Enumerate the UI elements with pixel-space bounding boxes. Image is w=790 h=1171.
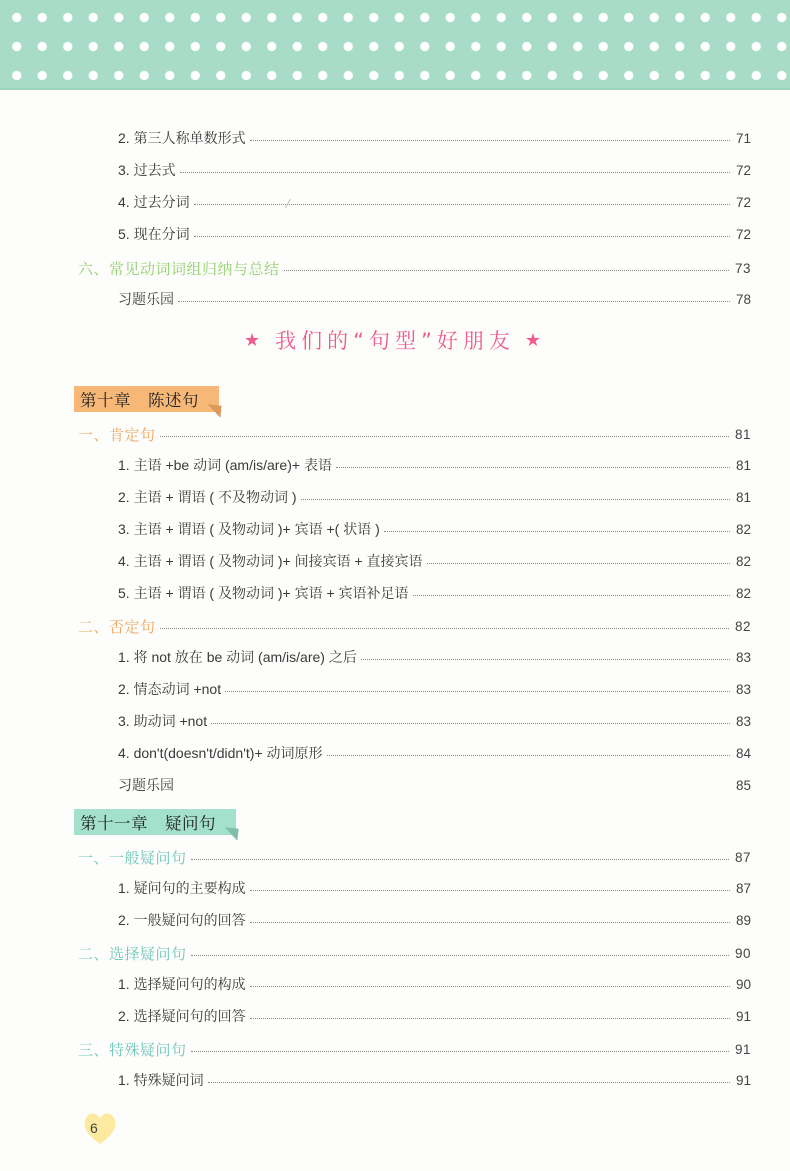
dot-leader — [250, 140, 730, 141]
chapter-tab-10[interactable] — [74, 386, 219, 412]
toc-entry[interactable] — [118, 1004, 751, 1028]
toc-entry[interactable] — [118, 1068, 751, 1092]
toc-section-label: 一、肯定句 — [78, 425, 156, 444]
dot-leader — [250, 890, 730, 891]
toc-entry-label: 3. 助动词 +not — [118, 713, 208, 729]
toc-entry[interactable] — [118, 677, 751, 701]
tab-fold-corner — [206, 404, 221, 417]
part-heading — [0, 322, 790, 358]
toc-section-page: 81 — [734, 426, 751, 442]
toc-entry-label: 2. 第三人称单数形式 — [118, 130, 246, 146]
toc-entry[interactable] — [118, 645, 751, 669]
toc-entry-page: 83 — [735, 681, 751, 697]
toc-entry-page: 82 — [735, 585, 751, 601]
toc-entry-page: 81 — [735, 457, 751, 473]
toc-entry[interactable] — [118, 190, 751, 214]
part-heading-title: 我们的“句型”好朋友 — [275, 329, 515, 353]
toc-entry-label: 3. 过去式 — [118, 162, 176, 178]
dot-leader — [194, 236, 730, 237]
toc-section[interactable] — [78, 845, 751, 869]
toc-entry-label: 4. 主语 + 谓语 ( 及物动词 )+ 间接宾语 + 直接宾语 — [118, 553, 423, 569]
toc-entry-exercise[interactable] — [118, 773, 751, 797]
dot-leader — [180, 172, 730, 173]
toc-section-label: 二、选择疑问句 — [78, 944, 187, 963]
toc-entry-label: 1. 将 not 放在 be 动词 (am/is/are) 之后 — [118, 649, 357, 665]
toc-entry[interactable] — [118, 549, 751, 573]
toc-entry-label: 2. 一般疑问句的回答 — [118, 912, 246, 928]
dot-leader — [178, 787, 730, 788]
toc-entry[interactable] — [118, 485, 751, 509]
star-icon: ★ — [243, 329, 266, 351]
toc-section[interactable] — [78, 1037, 751, 1061]
toc-entry[interactable] — [118, 517, 751, 541]
toc-entry[interactable] — [118, 709, 751, 733]
toc-section-page: 87 — [734, 849, 751, 865]
toc-section-page: 73 — [734, 260, 751, 276]
toc-entry-label: 2. 主语 + 谓语 ( 不及物动词 ) — [118, 489, 297, 505]
dot-leader — [160, 628, 729, 629]
toc-entry-page: 78 — [735, 291, 751, 307]
dot-leader — [225, 691, 730, 692]
toc-section-page: 82 — [734, 618, 751, 634]
toc-entry-page: 89 — [735, 912, 751, 928]
toc-entry-page: 82 — [735, 521, 751, 537]
toc-entry[interactable] — [118, 222, 751, 246]
dot-leader — [361, 659, 730, 660]
toc-entry-page: 83 — [735, 713, 751, 729]
toc-section-label: 三、特殊疑问句 — [78, 1040, 187, 1059]
toc-entry[interactable] — [118, 741, 751, 765]
toc-section-page: 90 — [734, 945, 751, 961]
dot-leader — [191, 859, 729, 860]
dot-leader — [413, 595, 730, 596]
dot-leader — [250, 986, 730, 987]
toc-entry-label: 1. 主语 +be 动词 (am/is/are)+ 表语 — [118, 457, 332, 473]
chapter-title: 第十一章 疑问句 — [80, 814, 216, 833]
toc-entry-label: 习题乐园 — [118, 777, 174, 793]
toc-section[interactable] — [78, 614, 751, 638]
toc-entry[interactable] — [118, 972, 751, 996]
dot-leader — [250, 922, 730, 923]
toc-entry-page: 72 — [735, 194, 751, 210]
toc-entry[interactable] — [118, 581, 751, 605]
toc-entry-label: 1. 疑问句的主要构成 — [118, 880, 246, 896]
toc-entry-label: 4. don't(doesn't/didn't)+ 动词原形 — [118, 745, 323, 761]
toc-entry[interactable] — [118, 876, 751, 900]
toc-section[interactable] — [78, 422, 751, 446]
toc-entry-page: 72 — [735, 162, 751, 178]
toc-entry-page: 84 — [735, 745, 751, 761]
toc-entry-label: 3. 主语 + 谓语 ( 及物动词 )+ 宾语 +( 状语 ) — [118, 521, 380, 537]
star-icon: ★ — [524, 329, 547, 351]
toc-entry-label: 4. 过去分词 — [118, 194, 190, 210]
toc-entry-page: 87 — [735, 880, 751, 896]
dot-leader — [191, 1051, 729, 1052]
toc-entry-page: 72 — [735, 226, 751, 242]
toc-entry-label: 2. 选择疑问句的回答 — [118, 1008, 246, 1024]
dot-leader — [327, 755, 730, 756]
toc-entry-label: 2. 情态动词 +not — [118, 681, 222, 697]
toc-section[interactable] — [78, 941, 751, 965]
toc-section-label: 一、一般疑问句 — [78, 848, 187, 867]
toc-section-page: 91 — [734, 1041, 751, 1057]
dot-leader — [301, 499, 730, 500]
page-number: 6 — [90, 1120, 98, 1136]
toc-entry[interactable] — [118, 908, 751, 932]
toc-entry-page: 82 — [735, 553, 751, 569]
dot-leader — [211, 723, 730, 724]
toc-entry-page: 91 — [735, 1072, 751, 1088]
toc-entry-page: 91 — [735, 1008, 751, 1024]
heart-icon — [80, 1108, 120, 1148]
chapter-title: 第十章 陈述句 — [80, 391, 199, 410]
toc-entry[interactable] — [118, 453, 751, 477]
toc-entry-label: 1. 特殊疑问词 — [118, 1072, 204, 1088]
chapter-tab-11[interactable] — [74, 809, 236, 835]
dot-leader — [160, 436, 729, 437]
dot-leader — [250, 1018, 730, 1019]
dot-leader — [384, 531, 730, 532]
dot-leader — [191, 955, 729, 956]
toc-section[interactable] — [78, 256, 751, 280]
toc-entry-label: 5. 主语 + 谓语 ( 及物动词 )+ 宾语 + 宾语补足语 — [118, 585, 409, 601]
dot-leader — [178, 301, 730, 302]
toc-entry-page: 83 — [735, 649, 751, 665]
page-number-badge — [80, 1108, 120, 1148]
dot-leader — [336, 467, 730, 468]
toc-entry-page: 85 — [735, 777, 751, 793]
toc-entry-label: 1. 选择疑问句的构成 — [118, 976, 246, 992]
toc-entry-page: 81 — [735, 489, 751, 505]
dot-leader — [427, 563, 730, 564]
toc-entry[interactable] — [118, 158, 751, 182]
tab-fold-corner — [223, 827, 238, 840]
toc-entry-label: 习题乐园 — [118, 291, 174, 307]
toc-entry-exercise[interactable] — [118, 287, 751, 311]
toc-entry[interactable] — [118, 126, 751, 150]
dot-leader — [194, 204, 730, 205]
dot-leader — [284, 270, 729, 271]
toc-section-label: 六、常见动词词组归纳与总结 — [78, 259, 280, 278]
toc-entry-page: 71 — [735, 130, 751, 146]
toc-entry-label: 5. 现在分词 — [118, 226, 190, 242]
toc-entry-page: 90 — [735, 976, 751, 992]
dot-leader — [208, 1082, 730, 1083]
toc-section-label: 二、否定句 — [78, 617, 156, 636]
